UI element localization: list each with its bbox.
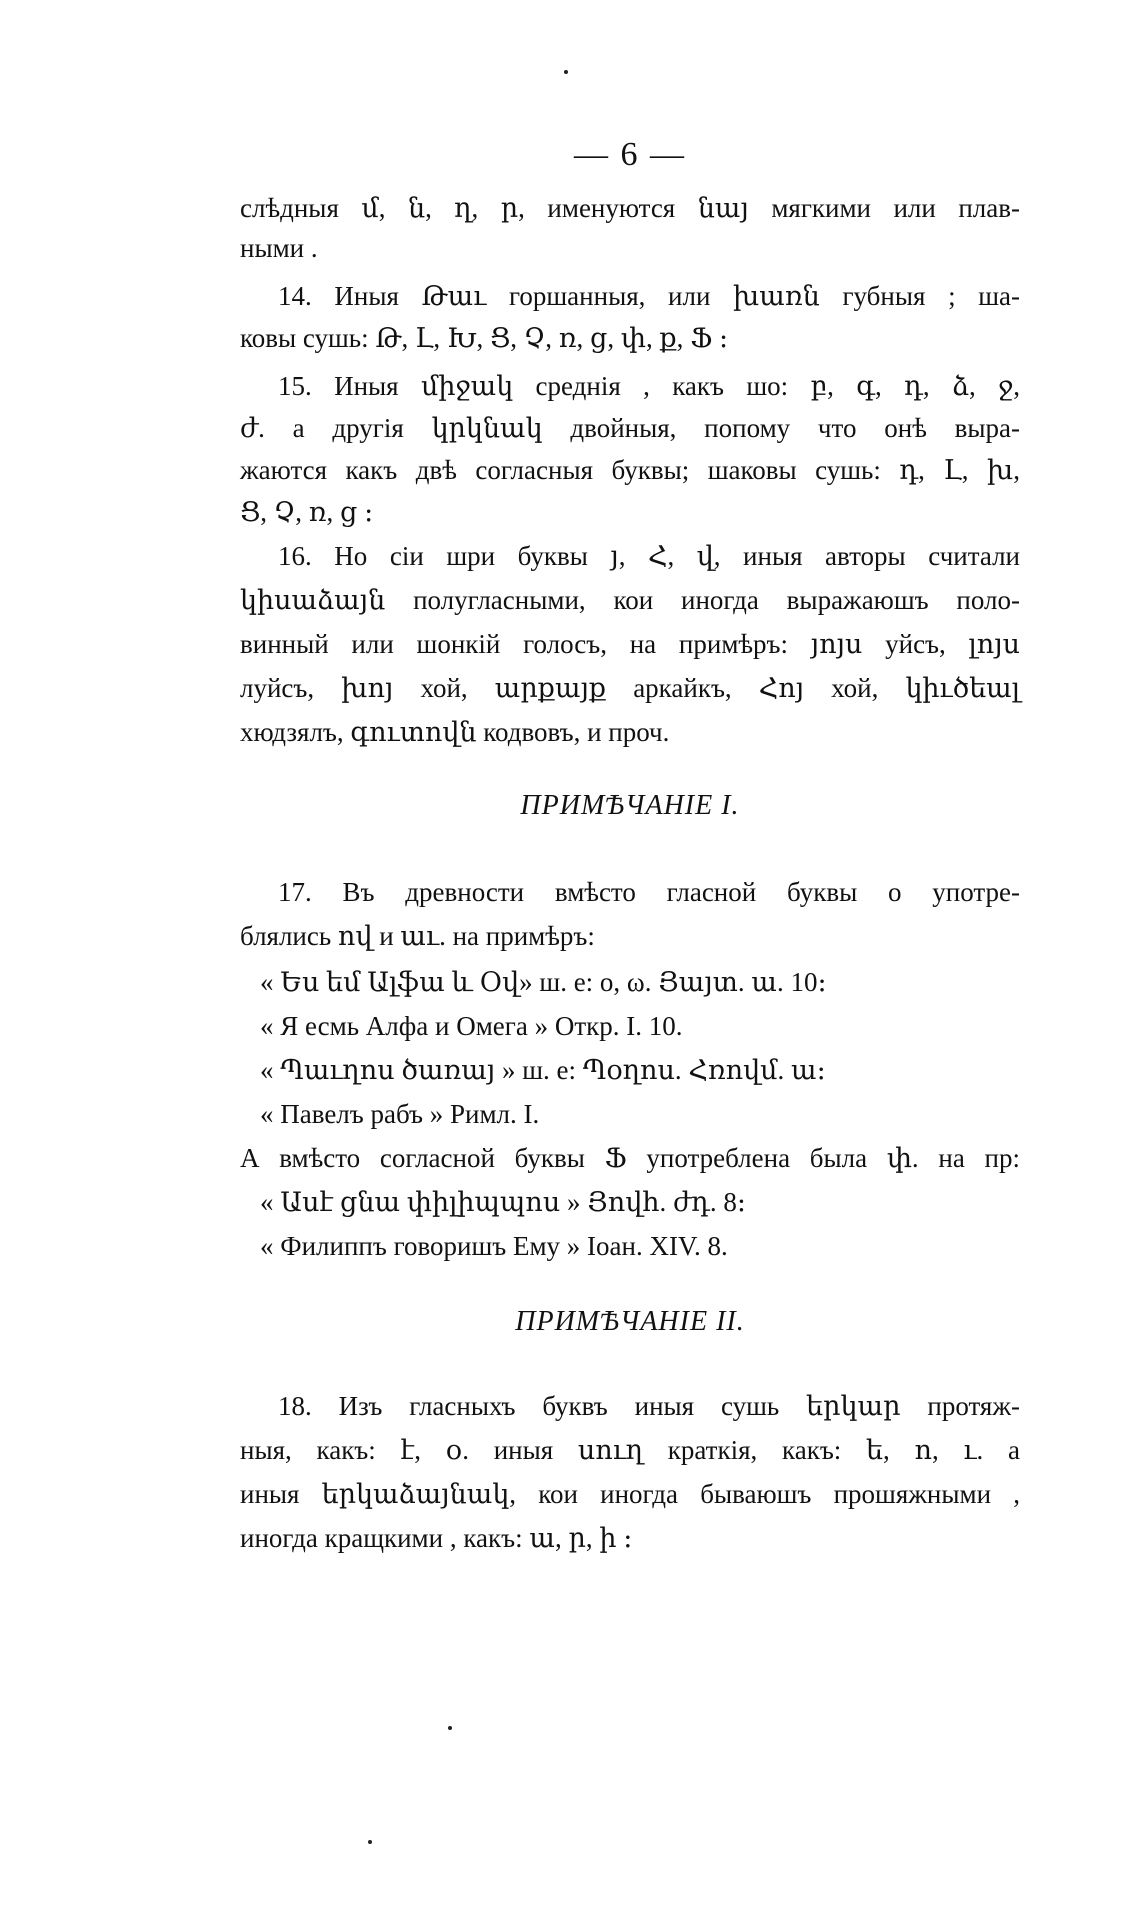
speck-mark <box>448 1726 452 1730</box>
speck-mark <box>368 1840 372 1844</box>
text-line: блялись ով и աւ. на примѣръ: <box>240 921 595 951</box>
quote-line: « Павелъ рабъ » Римл. I. <box>260 1099 540 1129</box>
text-line: луйсъ, խոյ хой, արքայք аркайкъ, Հոյ хой, կիւծեալ <box>240 673 1020 703</box>
text-line: жаются какъ двѣ согласныя буквы; шаковы сушь: դ, Լ, խ, <box>240 455 1020 485</box>
text-line: Ց, Չ, ռ, ց ։ <box>240 497 374 527</box>
paragraph-14-line: 14. Иныя Թաւ горшанныя, или խառն губныя ; ша- <box>278 281 1020 311</box>
paragraph-15-line: 15. Иныя միջակ среднія , какъ шо: բ, գ, դ, ձ, ջ, <box>278 371 1020 401</box>
text-line: կիսաձայն полугласными, кои иногда выражаюшъ поло- <box>240 585 1020 615</box>
text-line: иныя երկաձայնակ, кои иногда бываюшъ прошяжными , <box>240 1479 1020 1509</box>
paragraph-16-line: 16. Но сіи шри буквы յ, Հ, վ, иныя авторы считали <box>278 541 1020 571</box>
text-line: хюдзялъ, գուտովն кодвовъ, и проч. <box>240 717 670 747</box>
text-line: иногда кращкими , какъ: ա, ր, ի ։ <box>240 1523 633 1553</box>
quote-line: « Ես եմ Ալֆա և Օվ» ш. е: о, ω. Յայտ. ա. 10։ <box>260 967 827 997</box>
section-heading: ПРИМѢЧАНІЕ II. <box>515 1306 745 1337</box>
quote-line: « Պաւղոս ծառայ » ш. е: Պօղոս. Հռովմ. ա։ <box>260 1055 826 1085</box>
text-line: А вмѣсто согласной буквы Ֆ употреблена была փ. на пр: <box>240 1143 1020 1173</box>
quote-line: « Филиппъ говоришъ Ему » Іоан. XIV. 8. <box>260 1231 728 1261</box>
text-line: слѣдныя մ, ն, ղ, ր, именуются նայ мягкими или плав- <box>240 193 1020 223</box>
text-line: винный или шонкій голосъ, на примѣръ: յոյս уйсъ, լոյս <box>240 629 1020 659</box>
speck-mark <box>564 70 568 74</box>
page-number: — 6 — <box>574 136 686 173</box>
text-line: ныя, какъ: է, օ. иныя սուղ краткія, какъ: ե, ո, ւ. а <box>240 1435 1020 1465</box>
text-line: ժ. а другія կրկնակ двойныя, попому что онѣ выра- <box>240 413 1020 443</box>
text-line: ковы сушь: Թ, Լ, Խ, Ց, Չ, ռ, ց, փ, ք, Ֆ ։ <box>240 323 729 353</box>
section-heading: ПРИМѢЧАНІЕ I. <box>520 790 740 821</box>
paragraph-18-line: 18. Изъ гласныхъ буквъ иныя сушь երկար протяж- <box>278 1391 1020 1421</box>
quote-line: « Я есмь Алфа и Омега » Откр. I. 10. <box>260 1011 683 1041</box>
quote-line: « Ասէ ցնա փիլիպպոս » Յովհ. ժդ. 8։ <box>260 1187 747 1217</box>
paragraph-17-line: 17. Въ древности вмѣсто гласной буквы о употре- <box>278 877 1020 907</box>
text-line: ными . <box>240 233 318 263</box>
book-page <box>240 0 1020 1930</box>
